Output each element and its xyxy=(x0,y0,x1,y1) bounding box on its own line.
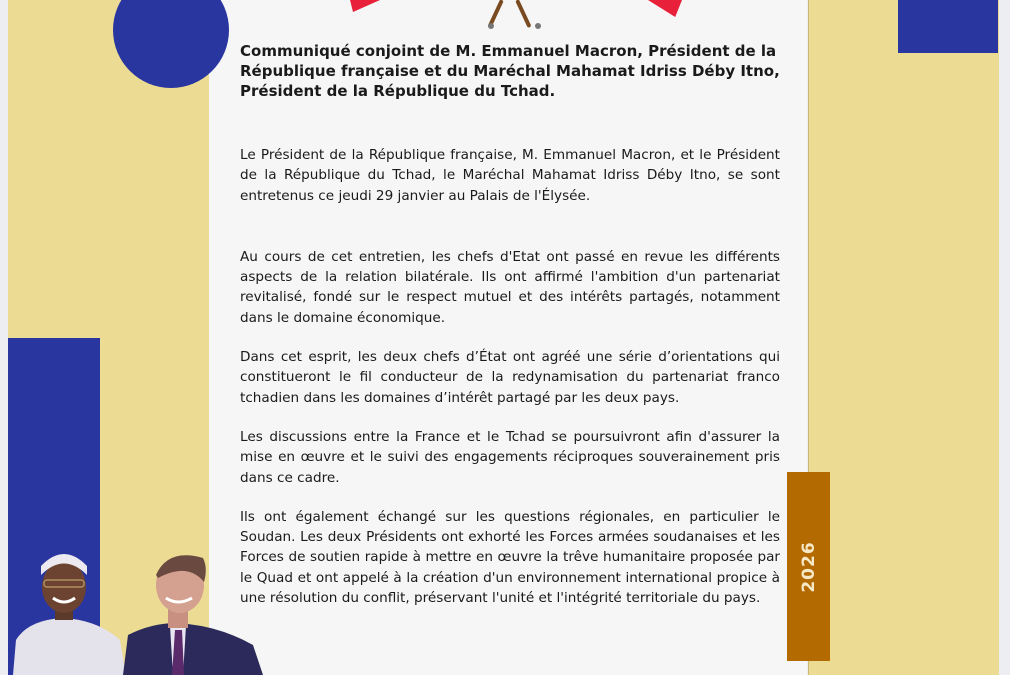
paragraph-5: Ils ont également échangé sur les questions régionales, en particulier le Soudan. Les deux Présidents ont exhorté les Forces armées soudanaises et les Forces de soutien rapide à mettre en œuvre la trêve humanitaire proposée par le Quad et ont appelé à la création d'un environnement international propice à une résolution du conflit, préservant l'unité et l'intégrité territoriale du pays. xyxy=(240,508,780,607)
year-tag xyxy=(787,472,830,661)
decor-yellow-band-right xyxy=(808,0,999,675)
paragraph-1: Le Président de la République française, M. Emmanuel Macron, et le Président de la République du Tchad, le Maréchal Mahamat Idriss Déby Itno, se sont entretenus ce jeudi 29 janvier au Palais de l'Élysée. xyxy=(240,147,780,204)
pole-tip-icon xyxy=(488,23,494,29)
paragraph-3: Dans cet esprit, les deux chefs d’État ont agréé une série d’orientations qui constitueront le fil conducteur de la redynamisation du partenariat franco tchadien dans les domaines d’intérêt partagé par les deux pays. xyxy=(240,349,780,406)
pole-tip-icon xyxy=(535,23,541,29)
year-label: 2026 xyxy=(798,540,819,593)
paragraph-2: Au cours de cet entretien, les chefs d'Etat ont passé en revue les différents aspects de la relation bilatérale. Ils ont affirmé l'ambition d'un partenariat revitalisé, fondé sur le respect mutuel et des intérêts partagés, notamment dans le domaine économique. xyxy=(240,248,780,326)
decor-blue-rect-top-right xyxy=(898,0,998,53)
communique-title: Communiqué conjoint de M. Emmanuel Macron, Président de la République française et du Maréchal Mahamat Idriss Déby Itno, Président de la République du Tchad. xyxy=(240,42,780,100)
two-presidents-photo xyxy=(8,540,268,675)
paragraph-4: Les discussions entre la France et le Tchad se poursuivront afin d'assurer la mise en œuvre et le suivi des engagements réciproques souverainement pris dans ce cadre. xyxy=(240,428,780,486)
communique-content xyxy=(240,41,780,608)
